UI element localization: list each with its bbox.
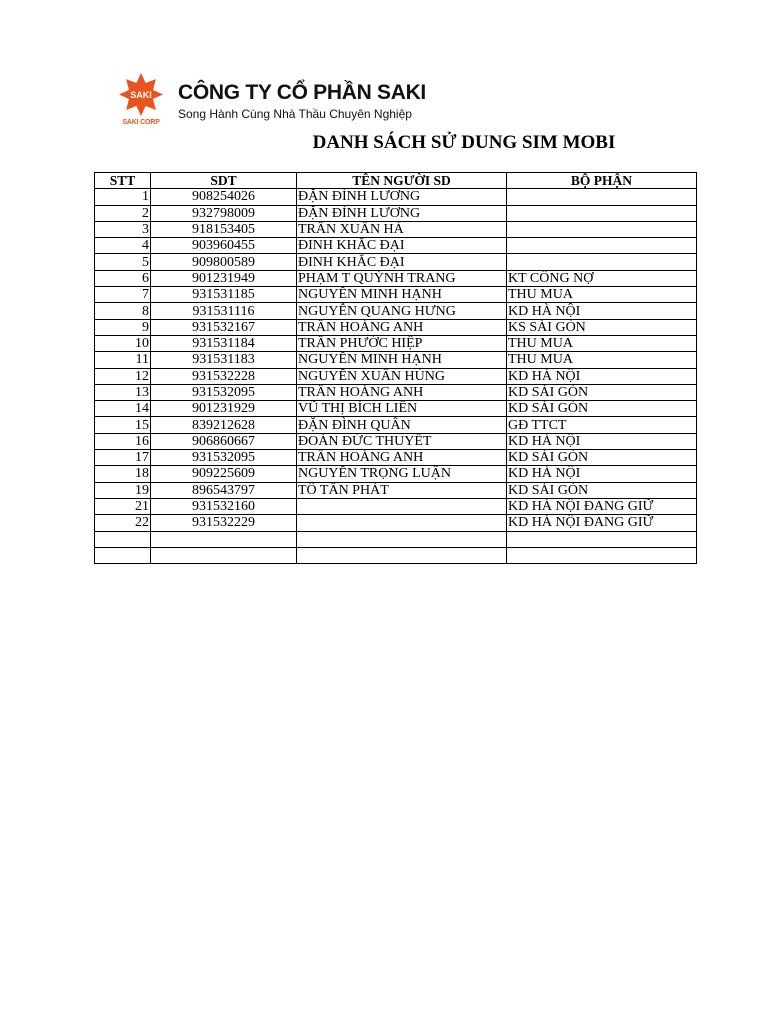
cell-department: THU MUA <box>507 352 697 368</box>
cell-phone-number: 931531185 <box>151 287 297 303</box>
cell-department: KD HÀ NỘI <box>507 433 697 449</box>
cell-user-name: NGUYỄN XUÂN HÙNG <box>297 368 507 384</box>
cell-stt: 22 <box>95 515 151 531</box>
table-row <box>95 352 697 368</box>
cell-phone-number: 931531183 <box>151 352 297 368</box>
table-row <box>95 270 697 286</box>
table-row <box>95 531 697 547</box>
cell-stt: 21 <box>95 498 151 514</box>
cell-stt: 8 <box>95 303 151 319</box>
cell-phone-number <box>151 547 297 563</box>
table-row <box>95 417 697 433</box>
cell-department: KT CÔNG NỢ <box>507 270 697 286</box>
cell-phone-number: 839212628 <box>151 417 297 433</box>
cell-user-name <box>297 531 507 547</box>
table-row <box>95 254 697 270</box>
table-row <box>95 401 697 417</box>
cell-user-name: NGUYỄN MINH HẠNH <box>297 287 507 303</box>
cell-user-name: PHẠM T QUỲNH TRANG <box>297 270 507 286</box>
cell-department: KD HÀ NỘI <box>507 466 697 482</box>
cell-user-name: TÔ TẤN PHÁT <box>297 482 507 498</box>
cell-stt: 3 <box>95 221 151 237</box>
column-header-sdt: SDT <box>151 173 297 189</box>
cell-department: KD HÀ NỘI <box>507 303 697 319</box>
cell-phone-number: 918153405 <box>151 221 297 237</box>
cell-department <box>507 221 697 237</box>
company-name: CÔNG TY CỔ PHẦN SAKI <box>178 81 426 104</box>
cell-department: THU MUA <box>507 335 697 351</box>
cell-stt: 10 <box>95 335 151 351</box>
table-row <box>95 303 697 319</box>
cell-phone-number: 931532095 <box>151 450 297 466</box>
cell-user-name: NGUYỄN MINH HẠNH <box>297 352 507 368</box>
cell-user-name: NGUYỄN QUANG HƯNG <box>297 303 507 319</box>
cell-stt <box>95 531 151 547</box>
cell-phone-number: 931532095 <box>151 384 297 400</box>
cell-stt: 16 <box>95 433 151 449</box>
cell-department: THU MUA <box>507 287 697 303</box>
table-body <box>95 189 697 564</box>
cell-user-name: VŨ THỊ BÍCH LIÊN <box>297 401 507 417</box>
table-row <box>95 205 697 221</box>
cell-user-name: ĐẶN ĐÌNH LƯƠNG <box>297 205 507 221</box>
cell-stt: 11 <box>95 352 151 368</box>
cell-phone-number: 896543797 <box>151 482 297 498</box>
cell-phone-number: 901231929 <box>151 401 297 417</box>
sim-list-table <box>94 172 697 564</box>
cell-phone-number: 931531116 <box>151 303 297 319</box>
cell-phone-number: 931532229 <box>151 515 297 531</box>
cell-department <box>507 238 697 254</box>
table-row <box>95 368 697 384</box>
cell-phone-number: 906860667 <box>151 433 297 449</box>
cell-stt: 13 <box>95 384 151 400</box>
company-logo <box>118 72 164 130</box>
cell-user-name <box>297 547 507 563</box>
table-row <box>95 287 697 303</box>
cell-stt: 4 <box>95 238 151 254</box>
cell-department: KD SÀI GÒN <box>507 450 697 466</box>
cell-stt: 7 <box>95 287 151 303</box>
cell-department <box>507 531 697 547</box>
cell-phone-number: 931532167 <box>151 319 297 335</box>
cell-phone-number: 909800589 <box>151 254 297 270</box>
table-row <box>95 450 697 466</box>
table-row <box>95 498 697 514</box>
cell-department: KD SÀI GÒN <box>507 384 697 400</box>
cell-user-name: TRẦN XUÂN HÀ <box>297 221 507 237</box>
cell-department: KD SÀI GÒN <box>507 482 697 498</box>
cell-phone-number: 931531184 <box>151 335 297 351</box>
cell-department: KD HÀ NỘI ĐANG GIỮ <box>507 498 697 514</box>
cell-stt: 19 <box>95 482 151 498</box>
cell-stt: 6 <box>95 270 151 286</box>
logo-subtitle: SAKI CORP <box>122 119 160 126</box>
cell-phone-number: 932798009 <box>151 205 297 221</box>
cell-phone-number <box>151 531 297 547</box>
table-row <box>95 189 697 205</box>
cell-user-name: ĐINH KHẮC ĐẠI <box>297 238 507 254</box>
cell-phone-number: 931532160 <box>151 498 297 514</box>
table-row <box>95 466 697 482</box>
table-row <box>95 515 697 531</box>
cell-department: KD HÀ NỘI <box>507 368 697 384</box>
table-row <box>95 433 697 449</box>
cell-department <box>507 254 697 270</box>
cell-stt: 1 <box>95 189 151 205</box>
cell-phone-number: 903960455 <box>151 238 297 254</box>
cell-stt: 9 <box>95 319 151 335</box>
cell-user-name: ĐẶN ĐÌNH LƯƠNG <box>297 189 507 205</box>
cell-user-name: TRẦN HOÀNG ANH <box>297 319 507 335</box>
table-row <box>95 384 697 400</box>
table-row <box>95 482 697 498</box>
cell-user-name: ĐẶN ĐÌNH QUÂN <box>297 417 507 433</box>
cell-phone-number: 909225609 <box>151 466 297 482</box>
cell-stt: 12 <box>95 368 151 384</box>
table-row <box>95 319 697 335</box>
column-header-stt: STT <box>95 173 151 189</box>
column-header-bo-phan: BỘ PHẬN <box>507 173 697 189</box>
cell-department: KS SÀI GÒN <box>507 319 697 335</box>
cell-department: KD HÀ NỘI ĐANG GIỮ <box>507 515 697 531</box>
cell-department <box>507 189 697 205</box>
cell-user-name: TRẦN HOÀNG ANH <box>297 384 507 400</box>
cell-phone-number: 901231949 <box>151 270 297 286</box>
cell-department <box>507 547 697 563</box>
cell-stt: 2 <box>95 205 151 221</box>
cell-phone-number: 908254026 <box>151 189 297 205</box>
cell-department: GĐ TTCT <box>507 417 697 433</box>
column-header-ten-nguoi-sd: TÊN NGƯỜI SD <box>297 173 507 189</box>
table-header-row <box>95 173 697 189</box>
table-row <box>95 335 697 351</box>
cell-stt: 17 <box>95 450 151 466</box>
cell-user-name: ĐOÀN ĐỨC THUYẾT <box>297 433 507 449</box>
cell-department <box>507 205 697 221</box>
company-tagline: Song Hành Cùng Nhà Thầu Chuyên Nghiệp <box>178 107 412 121</box>
cell-stt: 5 <box>95 254 151 270</box>
cell-user-name <box>297 515 507 531</box>
cell-department: KD SÀI GÒN <box>507 401 697 417</box>
cell-user-name: TRẦN PHƯỚC HIỆP <box>297 335 507 351</box>
table-row <box>95 221 697 237</box>
cell-stt: 15 <box>95 417 151 433</box>
cell-user-name <box>297 498 507 514</box>
document-title: DANH SÁCH SỬ DUNG SIM MOBI <box>312 132 616 153</box>
logo-text: SAKI <box>130 90 152 100</box>
cell-phone-number: 931532228 <box>151 368 297 384</box>
star-logo-icon <box>118 72 164 118</box>
cell-user-name: ĐINH KHẮC ĐẠI <box>297 254 507 270</box>
cell-user-name: NGUYỄN TRỌNG LUẬN <box>297 466 507 482</box>
table-row <box>95 547 697 563</box>
cell-stt <box>95 547 151 563</box>
cell-stt: 14 <box>95 401 151 417</box>
cell-stt: 18 <box>95 466 151 482</box>
cell-user-name: TRẦN HOÀNG ANH <box>297 450 507 466</box>
table-row <box>95 238 697 254</box>
